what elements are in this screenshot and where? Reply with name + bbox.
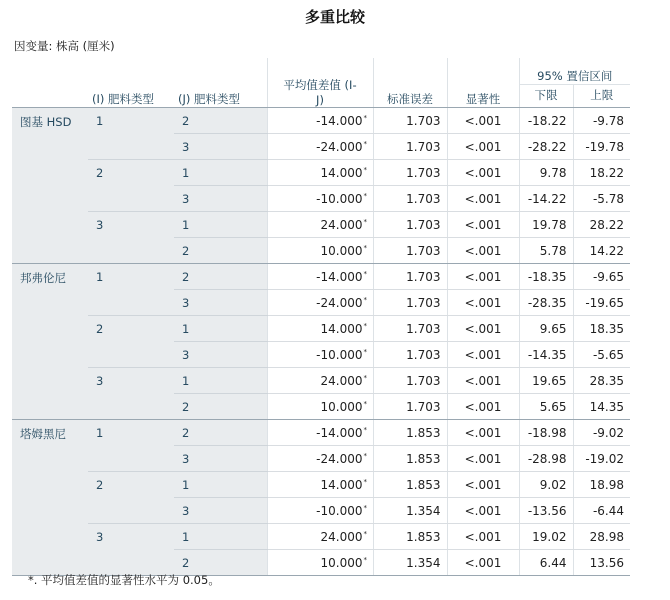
j-type-cell: 1	[174, 472, 267, 498]
significance-star: *	[363, 555, 367, 564]
mean-diff-value: -10.000	[316, 191, 363, 206]
significance-star: *	[363, 529, 367, 538]
significance-star: *	[363, 113, 367, 122]
mean-diff-value: 24.000	[320, 217, 363, 232]
mean-diff-value: 24.000	[320, 373, 363, 388]
col-header-std-err: 标准误差	[373, 58, 447, 108]
ci-upper-cell: -19.02	[573, 446, 630, 472]
significance-star: *	[363, 295, 367, 304]
i-type-cell: 2	[88, 472, 174, 524]
ci-upper-cell: -5.65	[573, 342, 630, 368]
ci-lower-cell: -28.22	[519, 134, 573, 160]
i-type-cell: 1	[88, 264, 174, 316]
ci-upper-cell: 13.56	[573, 550, 630, 576]
std-err-cell: 1.703	[373, 264, 447, 290]
sig-cell: <.001	[447, 446, 519, 472]
std-err-cell: 1.354	[373, 550, 447, 576]
ci-upper-cell: -9.65	[573, 264, 630, 290]
method-label: 邦弗伦尼	[12, 264, 88, 420]
mean-diff-cell	[267, 212, 373, 238]
ci-lower-cell: 5.65	[519, 394, 573, 420]
multiple-comparisons-table	[12, 58, 630, 576]
ci-upper-cell: 14.22	[573, 238, 630, 264]
mean-diff-cell	[267, 368, 373, 394]
mean-diff-value: 14.000	[320, 321, 363, 336]
j-type-cell: 3	[174, 446, 267, 472]
mean-diff-cell	[267, 290, 373, 316]
sig-cell: <.001	[447, 394, 519, 420]
j-type-cell: 2	[174, 108, 267, 134]
std-err-cell: 1.853	[373, 446, 447, 472]
mean-diff-line2: J)	[316, 93, 324, 107]
j-type-cell: 2	[174, 550, 267, 576]
ci-upper-cell: 14.35	[573, 394, 630, 420]
sig-cell: <.001	[447, 550, 519, 576]
table-body	[12, 108, 630, 576]
sig-cell: <.001	[447, 134, 519, 160]
mean-diff-value: -10.000	[316, 503, 363, 518]
mean-diff-cell	[267, 472, 373, 498]
mean-diff-value: -14.000	[316, 269, 363, 284]
ci-upper-cell: 18.22	[573, 160, 630, 186]
sig-cell: <.001	[447, 212, 519, 238]
col-header-j-type: (J) 肥料类型	[174, 58, 267, 108]
table-row	[12, 472, 630, 498]
std-err-cell: 1.853	[373, 524, 447, 550]
ci-lower-cell: -14.22	[519, 186, 573, 212]
std-err-cell: 1.703	[373, 186, 447, 212]
table-row	[12, 524, 630, 550]
j-type-cell: 1	[174, 212, 267, 238]
table-row	[12, 316, 630, 342]
mean-diff-value: -14.000	[316, 113, 363, 128]
mean-diff-value: -10.000	[316, 347, 363, 362]
mean-diff-cell	[267, 498, 373, 524]
j-type-cell: 2	[174, 238, 267, 264]
col-header-ci: 95% 置信区间	[519, 58, 630, 85]
significance-star: *	[363, 321, 367, 330]
table-title: 多重比较	[304, 8, 365, 26]
j-type-cell: 2	[174, 264, 267, 290]
significance-star: *	[363, 451, 367, 460]
std-err-cell: 1.853	[373, 472, 447, 498]
ci-lower-cell: 19.65	[519, 368, 573, 394]
std-err-cell: 1.703	[373, 134, 447, 160]
footnote: *. 平均值差值的显著性水平为 0.05。	[28, 573, 220, 587]
sig-cell: <.001	[447, 420, 519, 446]
significance-star: *	[363, 347, 367, 356]
significance-star: *	[363, 243, 367, 252]
significance-star: *	[363, 477, 367, 486]
mean-diff-cell	[267, 134, 373, 160]
i-type-cell: 1	[88, 420, 174, 472]
j-type-cell: 2	[174, 394, 267, 420]
mean-diff-cell	[267, 420, 373, 446]
significance-star: *	[363, 503, 367, 512]
std-err-cell: 1.853	[373, 420, 447, 446]
mean-diff-value: -24.000	[316, 139, 363, 154]
i-type-cell: 3	[88, 524, 174, 576]
mean-diff-cell	[267, 394, 373, 420]
table-row	[12, 108, 630, 134]
ci-lower-cell: 9.65	[519, 316, 573, 342]
table-row	[12, 264, 630, 290]
ci-lower-cell: -28.98	[519, 446, 573, 472]
mean-diff-value: 14.000	[320, 165, 363, 180]
mean-diff-cell	[267, 238, 373, 264]
significance-star: *	[363, 165, 367, 174]
std-err-cell: 1.703	[373, 290, 447, 316]
mean-diff-cell	[267, 342, 373, 368]
table-row	[12, 160, 630, 186]
ci-lower-cell: 19.02	[519, 524, 573, 550]
sig-cell: <.001	[447, 316, 519, 342]
sig-cell: <.001	[447, 472, 519, 498]
mean-diff-cell	[267, 446, 373, 472]
std-err-cell: 1.703	[373, 342, 447, 368]
col-header-upper: 上限	[573, 85, 630, 108]
i-type-cell: 1	[88, 108, 174, 160]
col-header-i-type: (I) 肥料类型	[88, 58, 174, 108]
mean-diff-value: 24.000	[320, 529, 363, 544]
mean-diff-value: -24.000	[316, 295, 363, 310]
sig-cell: <.001	[447, 524, 519, 550]
ci-lower-cell: 6.44	[519, 550, 573, 576]
table-row	[12, 212, 630, 238]
sig-cell: <.001	[447, 108, 519, 134]
ci-lower-cell: 9.02	[519, 472, 573, 498]
table-row	[12, 368, 630, 394]
std-err-cell: 1.703	[373, 316, 447, 342]
j-type-cell: 3	[174, 186, 267, 212]
j-type-cell: 1	[174, 316, 267, 342]
ci-upper-cell: -9.02	[573, 420, 630, 446]
mean-diff-value: 14.000	[320, 477, 363, 492]
mean-diff-cell	[267, 160, 373, 186]
std-err-cell: 1.703	[373, 108, 447, 134]
std-err-cell: 1.703	[373, 394, 447, 420]
j-type-cell: 3	[174, 290, 267, 316]
mean-diff-cell	[267, 550, 373, 576]
j-type-cell: 2	[174, 420, 267, 446]
ci-lower-cell: -18.22	[519, 108, 573, 134]
sig-cell: <.001	[447, 238, 519, 264]
mean-diff-value: -24.000	[316, 451, 363, 466]
mean-diff-value: 10.000	[320, 243, 363, 258]
table-row	[12, 420, 630, 446]
std-err-cell: 1.703	[373, 160, 447, 186]
sig-cell: <.001	[447, 342, 519, 368]
mean-diff-line1: 平均值差值 (I-	[283, 78, 357, 92]
sig-cell: <.001	[447, 160, 519, 186]
j-type-cell: 1	[174, 160, 267, 186]
j-type-cell: 3	[174, 134, 267, 160]
mean-diff-cell	[267, 264, 373, 290]
ci-upper-cell: -19.78	[573, 134, 630, 160]
sig-cell: <.001	[447, 498, 519, 524]
significance-star: *	[363, 269, 367, 278]
std-err-cell: 1.354	[373, 498, 447, 524]
ci-upper-cell: -6.44	[573, 498, 630, 524]
j-type-cell: 1	[174, 524, 267, 550]
mean-diff-cell	[267, 108, 373, 134]
ci-upper-cell: -5.78	[573, 186, 630, 212]
ci-upper-cell: 18.35	[573, 316, 630, 342]
dependent-variable-label: 因变量: 株高 (厘米)	[14, 39, 115, 53]
sig-cell: <.001	[447, 290, 519, 316]
significance-star: *	[363, 373, 367, 382]
std-err-cell: 1.703	[373, 368, 447, 394]
ci-lower-cell: -18.35	[519, 264, 573, 290]
ci-lower-cell: -13.56	[519, 498, 573, 524]
ci-lower-cell: -18.98	[519, 420, 573, 446]
ci-upper-cell: 28.22	[573, 212, 630, 238]
i-type-cell: 3	[88, 368, 174, 420]
significance-star: *	[363, 217, 367, 226]
i-type-cell: 2	[88, 160, 174, 212]
mean-diff-value: -14.000	[316, 425, 363, 440]
mean-diff-cell	[267, 316, 373, 342]
significance-star: *	[363, 399, 367, 408]
std-err-cell: 1.703	[373, 212, 447, 238]
ci-lower-cell: 5.78	[519, 238, 573, 264]
mean-diff-cell	[267, 186, 373, 212]
j-type-cell: 1	[174, 368, 267, 394]
ci-lower-cell: -14.35	[519, 342, 573, 368]
i-type-cell: 2	[88, 316, 174, 368]
sig-cell: <.001	[447, 264, 519, 290]
mean-diff-value: 10.000	[320, 555, 363, 570]
j-type-cell: 3	[174, 498, 267, 524]
method-label: 图基 HSD	[12, 108, 88, 264]
significance-star: *	[363, 191, 367, 200]
mean-diff-value: 10.000	[320, 399, 363, 414]
ci-lower-cell: -28.35	[519, 290, 573, 316]
i-type-cell: 3	[88, 212, 174, 264]
ci-lower-cell: 19.78	[519, 212, 573, 238]
col-header-sig: 显著性	[447, 58, 519, 108]
method-label: 塔姆黑尼	[12, 420, 88, 576]
ci-upper-cell: -19.65	[573, 290, 630, 316]
sig-cell: <.001	[447, 368, 519, 394]
ci-upper-cell: 28.98	[573, 524, 630, 550]
significance-star: *	[363, 425, 367, 434]
ci-upper-cell: 18.98	[573, 472, 630, 498]
sig-cell: <.001	[447, 186, 519, 212]
std-err-cell: 1.703	[373, 238, 447, 264]
col-header-mean-diff	[267, 58, 373, 108]
mean-diff-cell	[267, 524, 373, 550]
ci-upper-cell: 28.35	[573, 368, 630, 394]
ci-upper-cell: -9.78	[573, 108, 630, 134]
j-type-cell: 3	[174, 342, 267, 368]
significance-star: *	[363, 139, 367, 148]
ci-lower-cell: 9.78	[519, 160, 573, 186]
col-header-lower: 下限	[519, 85, 573, 108]
